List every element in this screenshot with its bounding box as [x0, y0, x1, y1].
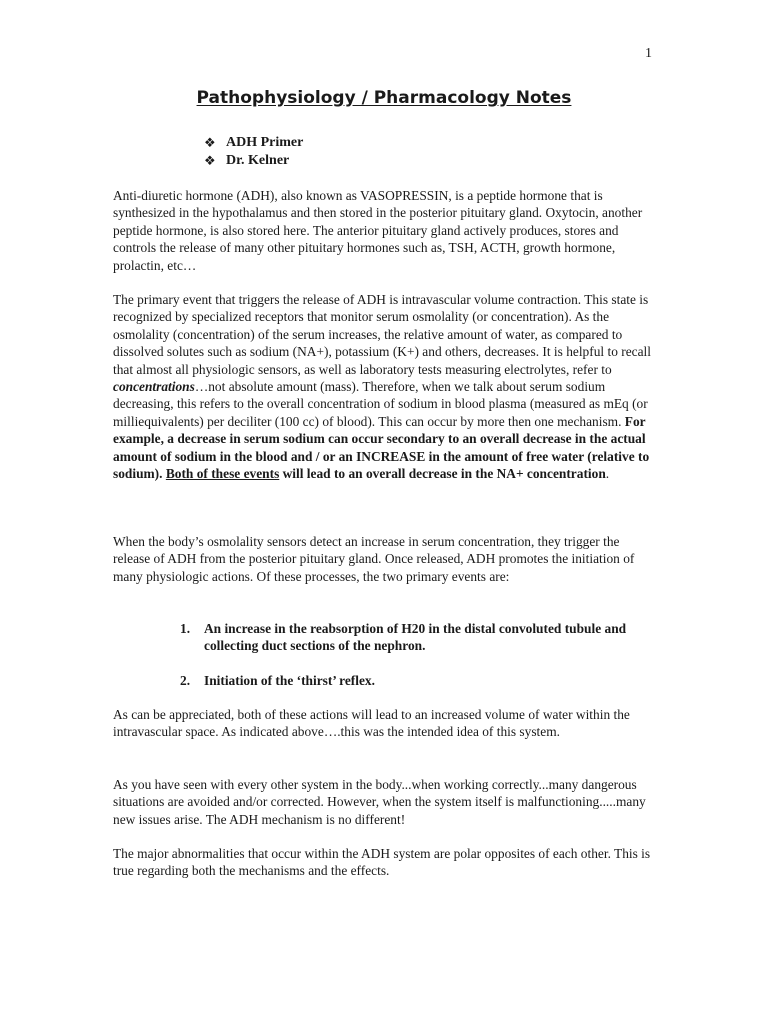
paragraph-primary-event	[113, 291, 658, 482]
paragraph-text: The major abnormalities that occur within the ADH system are polar opposites of each other. This is true regarding both the mechanisms and the effects.	[113, 846, 651, 879]
paragraph-text	[113, 291, 658, 482]
paragraph-intro	[113, 187, 658, 274]
bullet-item	[204, 134, 303, 152]
emphasis-text: concentrations	[113, 379, 195, 395]
numbered-item	[180, 672, 660, 689]
bullet-text: Dr. Kelner	[226, 153, 290, 168]
paragraph-text: When the body’s osmolality sensors detect an increase in serum concentration, they trigger the release of ADH from the posterior pituitary gland. Once released, ADH promotes the initiation of many physiologic actions. Of these processes, the two primary events are:	[113, 534, 635, 584]
item-text: Initiation of the ‘thirst’ reflex.	[204, 673, 375, 688]
bullet-text: ADH Primer	[226, 135, 304, 150]
item-number: 1.	[180, 621, 191, 636]
item-text: An increase in the reabsorption of H20 in the distal convoluted tubule and collecting duct sections of the nephron.	[204, 621, 627, 654]
bold-underlined-text: Both of these events	[165, 466, 280, 482]
paragraph-osmolality-sensors	[113, 533, 658, 585]
bullet-list	[204, 134, 303, 170]
paragraph-other-systems	[113, 776, 658, 828]
page-number: 1	[645, 46, 652, 61]
paragraph-text: Anti-diuretic hormone (ADH), also known as VASOPRESSIN, is a peptide hormone that is synthesized in the hypothalamus and then stored in the posterior pituitary gland. Oxytocin, another peptide hormone, is also stored here. The anterior pituitary gland actively produces, stores and controls the release of many other pituitary hormones such as, TSH, ACTH, growth hormone, prolactin, etc…	[113, 188, 643, 273]
document-title: Pathophysiology / Pharmacology Notes	[196, 88, 572, 108]
paragraph-part: .	[605, 466, 610, 482]
item-number: 2.	[180, 673, 191, 688]
diamond-bullet-icon: ❖	[204, 135, 216, 150]
numbered-item	[180, 620, 660, 655]
bullet-item	[204, 152, 303, 170]
diamond-bullet-icon: ❖	[204, 153, 216, 168]
paragraph-text: As you have seen with every other system in the body...when working correctly...many dangerous situations are avoided and/or corrected. However, when the system itself is malfunctioning.....many new issues arise. The ADH mechanism is no different!	[113, 777, 646, 827]
paragraph-part: The primary event that triggers the release of ADH is intravascular volume contraction. This state is recognized by specialized receptors that monitor serum osmolality (or concentration). As the osmolality (concentration) of the serum increases, the relative amount of water, as compared to dissolved solutes such as sodium (NA+), potassium (K+) and others, decreases. It is helpful to recall that almost all physiologic sensors, as well as laboratory tests measuring electrolytes, refer to	[113, 292, 651, 377]
bold-text: For example, a decrease in serum sodium can occur secondary to an overall decrease in the actual amount of sodium in the blood and / or an INCREASE in the amount of free water (relative to sodium).	[113, 413, 650, 482]
paragraph-appreciation	[113, 706, 658, 741]
paragraph-abnormalities	[113, 845, 658, 880]
paragraph-text: As can be appreciated, both of these actions will lead to an increased volume of water within the intravascular space. As indicated above….this was the intended idea of this system.	[113, 707, 630, 740]
paragraph-part: …not absolute amount (mass). Therefore, when we talk about serum sodium decreasing, this refers to the overall concentration of sodium in blood plasma (measured as mEq (or milliequivalents) per deciliter (100 cc) of blood). This can occur by more then one mechanism.	[113, 379, 648, 429]
bold-text: will lead to an overall decrease in the NA+ concentration	[279, 466, 606, 482]
